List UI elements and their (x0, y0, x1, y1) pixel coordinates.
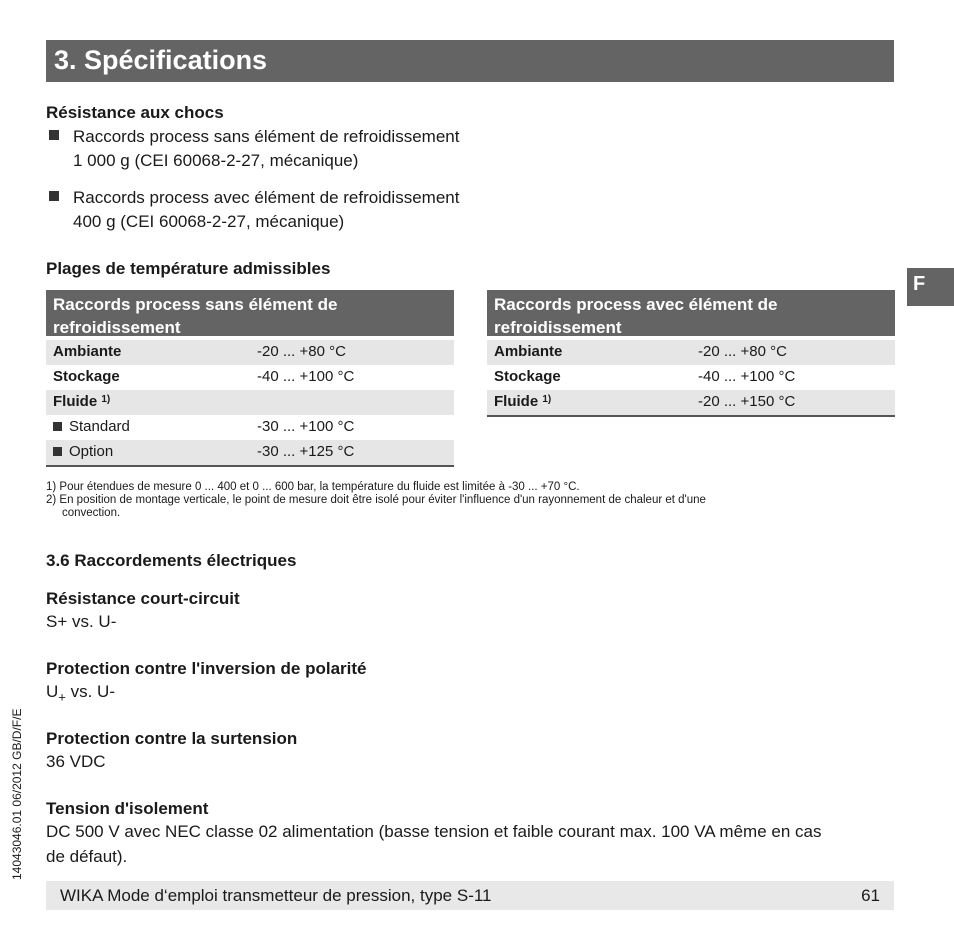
row-label-wrap (53, 393, 110, 410)
bullet-square-icon (53, 422, 62, 431)
row-value: -20 ... +80 °C (698, 343, 787, 360)
shock-item-2-line1: Raccords process avec élément de refroidissement (73, 188, 460, 207)
table-header (46, 290, 454, 336)
footnote-ref: 1) (101, 394, 111, 405)
table-header-line2: refroidissement (494, 318, 622, 337)
temperature-table-left (46, 290, 454, 467)
table-row (46, 415, 454, 440)
polarity-value-main: U (46, 682, 59, 701)
shock-item-2-line2: 400 g (CEI 60068-2-27, mécanique) (73, 212, 345, 231)
table-row (46, 440, 454, 467)
row-label: Fluide (494, 393, 539, 410)
shock-heading: Résistance aux chocs (46, 103, 224, 122)
footnote-1: 1) Pour étendues de mesure 0 ... 400 et 0 ... 600 bar, la température du fluide est limitée à -30 ... +70 °C. (46, 481, 580, 493)
document-code: 14043046.01 06/2012 GB/D/F/E (10, 708, 24, 880)
table-header-line1: Raccords process sans élément de (53, 295, 338, 314)
overvoltage-value: 36 VDC (46, 752, 106, 771)
row-label-wrap (494, 393, 551, 410)
language-tab (907, 268, 954, 306)
row-value: -30 ... +125 °C (257, 443, 355, 460)
bullet-square-icon (53, 447, 62, 456)
isolation-line1: DC 500 V avec NEC classe 02 alimentation (basse tension et faible courant max. 100 VA même en cas (46, 822, 822, 841)
table-header-line1: Raccords process avec élément de (494, 295, 778, 314)
short-circuit-heading: Résistance court-circuit (46, 589, 240, 608)
row-label: Option (69, 443, 114, 460)
section-title: 3. Spécifications (54, 45, 268, 75)
row-label: Fluide (53, 393, 98, 410)
electrical-heading: 3.6 Raccordements électriques (46, 551, 297, 570)
row-label: Stockage (494, 368, 561, 385)
row-value: -40 ... +100 °C (257, 368, 355, 385)
isolation-heading: Tension d'isolement (46, 799, 209, 818)
row-value: -30 ... +100 °C (257, 418, 355, 435)
bullet-square-icon (49, 130, 59, 140)
overvoltage-heading: Protection contre la surtension (46, 729, 298, 748)
table-row (487, 365, 895, 390)
table-header (487, 290, 895, 336)
footnote-ref: 1) (542, 394, 552, 405)
footer-text: WIKA Mode d‘emploi transmetteur de pression, type S-11 (60, 886, 492, 905)
section-title-bar (46, 40, 894, 82)
table-row (46, 340, 454, 365)
footnote-2-cont: convection. (62, 507, 121, 519)
table-row (487, 390, 895, 417)
row-label-wrap (53, 418, 130, 435)
polarity-value-rest: vs. U- (65, 682, 115, 701)
polarity-value-sub: + (58, 689, 66, 705)
language-tab-label: F (913, 273, 926, 295)
short-circuit-value: S+ vs. U- (46, 612, 117, 631)
page-number: 61 (861, 886, 880, 905)
page-footer (46, 881, 894, 910)
table-header-line2: refroidissement (53, 318, 181, 337)
temperature-heading: Plages de température admissibles (46, 259, 331, 278)
shock-item-1-line1: Raccords process sans élément de refroidissement (73, 127, 460, 146)
row-value: -20 ... +150 °C (698, 393, 796, 410)
isolation-line2: de défaut). (46, 847, 128, 866)
row-label-wrap (53, 443, 113, 460)
footnote-2: 2) En position de montage verticale, le point de mesure doit être isolé pour éviter l'influence d'un rayonnement de chaleur et d'une (46, 494, 706, 506)
polarity-heading: Protection contre l'inversion de polarité (46, 659, 367, 678)
row-label: Ambiante (494, 343, 563, 360)
bullet-square-icon (49, 191, 59, 201)
table-row (46, 365, 454, 390)
table-row (487, 340, 895, 365)
row-label: Stockage (53, 368, 120, 385)
row-value: -40 ... +100 °C (698, 368, 796, 385)
row-value: -20 ... +80 °C (257, 343, 346, 360)
row-label: Ambiante (53, 343, 122, 360)
shock-item-1-line2: 1 000 g (CEI 60068-2-27, mécanique) (73, 151, 359, 170)
temperature-table-right (487, 290, 895, 417)
polarity-value (46, 682, 115, 704)
table-row (46, 390, 454, 415)
row-label: Standard (69, 418, 130, 435)
